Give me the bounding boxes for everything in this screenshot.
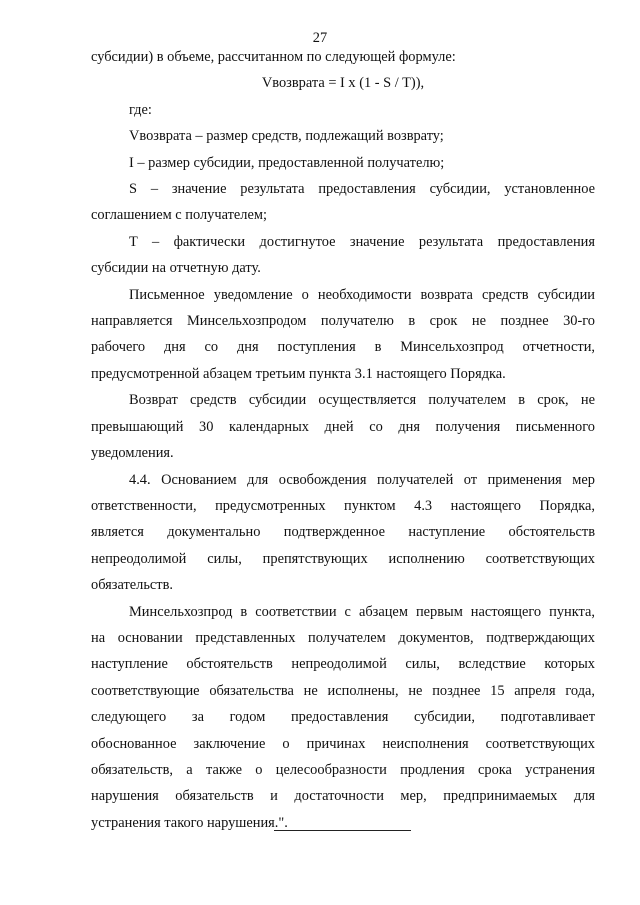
text-line: соглашением с получателем; [91, 207, 267, 224]
text-line: направляется Минсельхозпродом получателю в срок не позднее 30-го [91, 313, 595, 330]
text-line: следующего за годом предоставления субсидии, подготавливает [91, 709, 595, 726]
text-line: соответствующие обязательства не исполнены, не позднее 15 апреля года, [91, 682, 595, 699]
page-number: 27 [312, 30, 328, 46]
text-line: обязательств, а также о целесообразности продления срока устранения [91, 761, 595, 778]
text-line: наступление обстоятельств непреодолимой силы, вследствие которых [91, 656, 595, 673]
text-line: Письменное уведомление о необходимости возврата средств субсидии [129, 286, 595, 303]
text-line: на основании представленных получателем документов, подтверждающих [91, 629, 595, 646]
text-line: субсидии) в объеме, рассчитанном по следующей формуле: [91, 49, 456, 65]
text-line: обоснованное заключение о причинах неисполнения соответствующих [91, 735, 595, 752]
text-line: Минсельхозпрод в соответствии с абзацем первым настоящего пункта, [129, 603, 595, 620]
text-line: Vвозврата – размер средств, подлежащий возврату; [129, 128, 444, 145]
text-line: непреодолимой силы, препятствующих исполнению соответствующих [91, 550, 595, 567]
text-line: ответственности, предусмотренных пунктом 4.3 настоящего Порядка, [91, 497, 595, 514]
text-line: превышающий 30 календарных дней со дня получения письменного [91, 418, 595, 435]
text-line: Возврат средств субсидии осуществляется получателем в срок, не [129, 392, 595, 409]
text-line: I – размер субсидии, предоставленной получателю; [129, 154, 445, 171]
formula: Vвозврата = I х (1 - S / T)), [261, 75, 425, 92]
text-line: нарушения обязательств и достаточности мер, предпринимаемых для [91, 788, 595, 805]
text-line: является документально подтвержденное наступление обстоятельств [91, 524, 595, 541]
text-line: 4.4. Основанием для освобождения получателей от применения мер [129, 471, 595, 488]
text-line: рабочего дня со дня поступления в Минсельхозпрод отчетности, [91, 339, 595, 356]
text-line: предусмотренной абзацем третьим пункта 3.1 настоящего Порядка. [91, 365, 506, 382]
closing-rule [274, 830, 411, 831]
document-body [91, 44, 595, 836]
text-line: субсидии на отчетную дату. [91, 260, 261, 277]
text-line: обязательств. [91, 577, 173, 594]
text-line: уведомления. [91, 445, 174, 462]
text-line: устранения такого нарушения.". [91, 814, 288, 831]
text-line: S – значение результата предоставления субсидии, установленное [129, 181, 595, 198]
text-line: где: [129, 101, 152, 118]
text-line: T – фактически достигнутое значение результата предоставления [129, 233, 595, 250]
